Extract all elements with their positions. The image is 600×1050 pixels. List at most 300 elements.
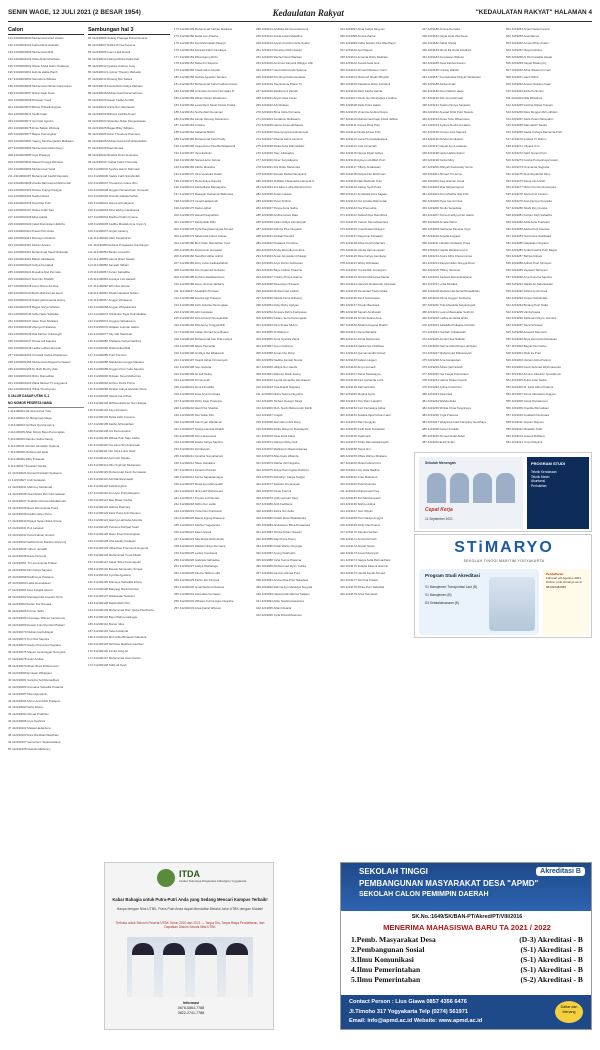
list-item: 117 412190062 Wih Nosi Harnai: [88, 284, 130, 289]
itda-phone-2: 0822-2741-7788: [177, 1011, 205, 1015]
list-item: 319 4219072 Mahkamzi Maula Arkanaa: [256, 447, 307, 452]
list-item: 239 24019000158 M. Rafy Muchy Zaki: [8, 366, 58, 371]
list-item: 501 4219254 Anjani Nesia Fareza: [506, 27, 550, 31]
list-item: 453 4219206 Sirullu Setiadista: [422, 206, 462, 211]
list-item: 41 412190083 Anmaasa Sebadila Pratama: [8, 684, 64, 689]
list-item: 146 412190118 Zahida Aghira: [88, 483, 127, 488]
list-item: 99 412190033 Yudhar Fathir Pamusila: [88, 160, 138, 165]
list-item: 212 412190188 Hendra Ajji Prasetyo: [174, 295, 222, 300]
list-item: 334 4219087 Ayong Kidahudin: [256, 550, 296, 555]
list-item: 39 412190080 Ernawar Wibjarjani: [8, 670, 52, 675]
list-item: 228 24019000130 Burhi Muhammad Fauzi: [8, 290, 63, 295]
list-item: 185 412190161 Nuzfa Zakl Dumaman: [174, 109, 223, 114]
list-item: 558 4219311 Sopran Mulyoro: [506, 419, 544, 424]
list-item: 515 4219268 Rak Hafizh Sanita: [506, 123, 547, 128]
list-item: 196 412190172 Fatihudkirta Damagutria: [174, 185, 226, 190]
list-item: 91 412190022 Fikria Nur Hamrawati: [88, 104, 135, 109]
list-item: 397 4219150 Mughui Ayuni: [340, 392, 375, 397]
list-item: 308 4219061 Milia Ayi Dwiki Asang: [256, 371, 301, 376]
apmd-email: Email: info@apmd.ac.id Website: www.apmd.ac.id: [349, 1018, 483, 1025]
list-item: 508 4219261 Hanif Wiloh: [506, 75, 539, 80]
section-title-calon: Calon: [8, 26, 84, 35]
list-item: 472 4219225 Arimbi Nisa Nafisah: [422, 337, 465, 342]
list-item: 103 412190038 Anggun Pamaruhaan Jumanan: [88, 187, 149, 192]
apmd-accreditation-badge: Akreditasi B: [536, 867, 585, 876]
list-item: 114 412190056 Sanealir Silbiari: [88, 263, 129, 268]
list-item: 560 4219313 Jessica Bolfiana: [506, 433, 545, 438]
list-item: 403 4219156 Syahmadi: [340, 433, 371, 438]
list-item: 134 412190100 Mifhianulrahman Nur Hidayat: [88, 401, 147, 406]
list-item: 214 24019000104 Nadia Fitriani: [8, 194, 50, 199]
list-item: 307 4219060 Hilqiya Nur Hanifa: [256, 364, 297, 369]
list-item: 130 412190092 Rubaan Nova Mulherinia: [88, 373, 141, 378]
list-item: 412 4219165 Zuli Mardotuyasih: [340, 495, 381, 500]
apmd-line-1: SEKOLAH TINGGI: [359, 867, 428, 876]
list-item: 220 412190196 Andhiya Iba Wijaksanti: [174, 350, 224, 355]
list-item: 155 412190129 Ullha Dian Pramunuh Hugenia: [88, 545, 148, 550]
list-item: 417 4219170 Saputra Farhan: [340, 530, 378, 535]
list-item: 402 4219155 Fadli Rizki Kuritawati: [340, 426, 385, 431]
list-item: 400 4219153 Sutalsa Iqbal Ichsan Hadi: [340, 412, 391, 417]
list-item: 267 4219020 Rasika Ami Zamah: [256, 89, 298, 94]
list-item: 216 24019000107 Ratna Indah Sari: [8, 208, 54, 213]
list-item: 190 412190166 Jaqueolnne Priscilla Widjanardi: [174, 144, 236, 149]
list-item: 480 4219233 Kasmilwa: [422, 392, 453, 397]
ad-itda: [104, 862, 274, 1030]
list-item: 353 4219106 Riezi Fatiha Hanifa: [340, 89, 383, 94]
list-item: 237 412190213 Kinanthi Purwita: [174, 468, 216, 472]
apmd-program: 2.Pembangunan Sosial (S-1) Akreditasi - B: [351, 945, 583, 954]
list-item: 211 412190187 Aquafitirbi Nurwani: [174, 288, 219, 293]
list-item: 207 24019000083 Muhammad Abdul Hayyi: [8, 146, 64, 151]
list-item: 306 4219059 Nadiba Zamiah Novita: [256, 357, 303, 362]
list-item: 234 24019000139 Dila Fatima Yuliamegih: [8, 332, 62, 337]
list-item: 538 4219291 Nabila Ari Sahvasadan: [506, 281, 553, 286]
list-item: 413 4219166 Wahyu Aditya: [340, 502, 376, 507]
list-item: 290 4219043 Arsita Rismulkynorrahra: [256, 247, 305, 252]
apmd-sk: SK.No.:1649/SK/BAN-PT/Akred/PT/VIII/2016: [411, 914, 523, 920]
list-item: 461 4219214 Rasyid Nidus Sheyga Dewi: [422, 261, 475, 266]
list-item: 448 4219201 Ahmad Tri Utomo: [422, 171, 463, 176]
list-item: 208 24019000085 Arya Prasetya: [8, 153, 51, 158]
list-item: 241 24019000163 Zakia Meisan Tri Anggraeni: [8, 380, 68, 385]
apmd-daftar-badge: Daftar dan Menang: [555, 1001, 583, 1023]
list-item: 1 412190001 Dimaza Annas Tulis: [8, 409, 52, 414]
itda-text: Hanya dengan Nilai UTBK, Putra-Putri Anda dapat Mendaftar Melalui Jalur UTBK dengan Mudah!: [116, 907, 264, 911]
list-item: 391 4219144 Qomannandhi Nurrah: [340, 350, 386, 355]
list-item: 323 4219076 Rahadiyn Cahya Tarigwi: [256, 474, 305, 479]
list-item: 456 4219209 Nathaniel Pandyia Yoga: [422, 226, 471, 231]
list-item: 92 412190023 Bilhana Lashlia Amani: [88, 111, 136, 116]
list-item: 222 412190198 Ivan Saputra: [174, 364, 212, 369]
list-item: 5 412190009 Damiko Safira Nandy: [8, 436, 53, 441]
list-item: 345 4219098 Annisa Zahira: [340, 33, 376, 38]
list-item: 107 412190044 Rasihud Fathir Kyama: [88, 215, 138, 220]
list-item: 502 4219255 Anandanina: [506, 33, 539, 38]
list-item: 286 4219039 Fatimi Aditya Firmansyah: [256, 219, 307, 224]
list-item: 197 412190173 Masagat Nurhamat Waharsas: [174, 192, 234, 197]
list-item: 418 4219171 Anisa Rohmah: [340, 536, 377, 541]
list-item: 23 412190051 Tri Lesi Ananda Pratiwi: [8, 560, 57, 565]
list-item: 486 4219239 Ahmad Afnab Akbar: [422, 433, 466, 438]
list-item: 550 4219303 Fauzi Akhmad Wijtrimasusita: [506, 364, 561, 369]
list-item: 291 4219044 Aman Atmasdam Khitaqiy: [256, 254, 307, 259]
list-item: 205 24019000077 Bagas Pamungkas: [8, 132, 57, 137]
stimaryo-photo: [489, 577, 535, 631]
list-item: 32 412190069 Desain Fuiu Romrita Phaliani: [8, 622, 65, 627]
list-item: 158 412190132 Benedi Samanahy Sirngar: [88, 566, 143, 571]
list-item: 368 4219121 Annabella Azra Sajeda: [340, 192, 387, 197]
list-item: 173 412190149 Muhammad Farhan Maulana: [174, 27, 233, 31]
list-item: 152 412190125 Pertama Ruhiyah Suah: [88, 525, 139, 530]
list-item: 16 412190039 Hadlli Lutfiyn Putra: [8, 512, 52, 517]
list-item: 122 412190074 Anggrep Wicakanmu: [88, 318, 136, 323]
list-item: 394 4219147 Rainu Mustaqiyya: [340, 371, 381, 376]
list-item: 209 24019000092 Mawai Pranggi Windsen: [8, 160, 64, 165]
list-item: 331 4219084 Shinta Frihan Nuraeni: [256, 530, 302, 535]
list-item: 423 4219176 Hanifa Kayah Ahmad: [340, 571, 385, 576]
list-item: 433 4219186 Lintang Wahidi: [422, 68, 459, 73]
list-item: 342 4219095 Alfian Ristarik: [256, 605, 292, 610]
list-item: 288 4219041 Rizkiaji Prandini: [256, 233, 295, 238]
apmd-header: [341, 863, 592, 911]
list-item: 451 4219204 Putri Misiliha Qila Putri: [422, 192, 469, 197]
list-item: 536 4219289 Vayasari Tanisyani: [506, 268, 548, 273]
list-item: 259 4219012 Kubla Lokari Majahhur: [256, 33, 303, 38]
list-item: 227 24019000128 Anna Shima Ad Mira: [8, 284, 59, 289]
list-item: 509 4219262 Anwari Solsanu Fajar: [506, 82, 551, 87]
list-item: 225 24019000121 Rosalina Dwi Permata: [8, 270, 61, 275]
list-item: 518 4219271 Ufiyatul Izza: [506, 144, 540, 149]
list-item: 549 4219302 Hisrian Adiza Paulum: [506, 357, 552, 362]
list-item: 261 4219014 Khusdiyu Rizki Aswari: [256, 47, 302, 52]
list-item: 45 412190094 Ahmad Pradhlan: [8, 712, 49, 717]
list-item: 222 24019000116 Muhammad Saudi Wulandip: [8, 249, 69, 254]
list-item: 30 412190065 Firman Seftu: [8, 608, 44, 613]
list-item: 233 412190209 Fidela Cahya Saphira: [174, 440, 223, 445]
list-item: 176 412190152 Esnirald Fahri Candraya: [174, 47, 227, 52]
list-item: 24 412190052 Dhi Cahya Saputra: [8, 567, 52, 572]
list-item: 265 4219018 Khorlinya Paleruandawa: [256, 75, 306, 80]
list-item: 481 4219234 Wahda Abita: [422, 399, 456, 404]
list-item: 384 4219137 Khaulu Bavarara: [340, 302, 380, 307]
list-item: 248 412190224 Waldari Hidya Permana: [174, 543, 226, 548]
list-item: 446 4219199 Faizal Miny: [422, 157, 455, 162]
list-item: 93 412190024 Shandan Akbar Pangestiawan: [88, 118, 147, 123]
list-item: 96 412190028 Muhammad Annif Hidayatullah: [88, 139, 147, 144]
list-item: 215 24019000105 Dewi Dwi Putri: [8, 201, 51, 206]
list-item: 530 4219283 Adelia Putri Fauziaa: [506, 226, 550, 231]
list-item: 525 4219278 Silvia Amri Fazarni: [506, 192, 548, 197]
list-item: 477 4219230 Nur Faujia Pramintanti: [422, 371, 469, 376]
list-item: 148 412190121 Bau Miwar Gudha: [88, 497, 133, 502]
list-item: 199 412190175 Raden Ajhaz: [174, 206, 212, 211]
list-item: 376 4219129 Hanifa Herminnawati: [340, 247, 385, 252]
list-item: 474 4219227 Muhammad Ridwanayah: [422, 350, 472, 355]
list-item: 229 412190205 Dwi Sekar Rini: [174, 412, 214, 417]
list-item: 221 412190197 Taupik Akbar Firmansyah: [174, 357, 228, 362]
column-5-list: [340, 26, 418, 598]
list-item: 165 412190140 Bayu Wahyumalingga: [88, 614, 137, 619]
list-item: 539 4219292 Fahira Ayudi Arani: [506, 288, 548, 293]
list-item: 483 4219236 Yoga Pratama: [422, 412, 458, 417]
list-item: 541 4219294 Bintang Putri Nafia: [506, 302, 548, 307]
list-item: 29 412190063 Defan Nur Ramadi: [8, 602, 52, 607]
list-item: 285 4219038 Andhia Isnani Raia: [256, 213, 298, 218]
list-item: 232 412190208 Fikri Laksamana: [174, 433, 217, 438]
list-item: 207 412190183 Anky Lubis Fadlukahabuh: [174, 261, 229, 266]
column-2-list: [88, 35, 170, 669]
list-item: 512 4219265 Fatchar Dikwa Tsavani: [506, 102, 553, 107]
list-item: 20 412190043 Nabila Nurin Manhun Daryung: [8, 540, 67, 545]
list-item: 294 4219047 Cristino Prisya Sukma: [256, 275, 303, 280]
list-item: 440 4219193 Anisa Tuhu Wibamoaro: [422, 116, 470, 121]
list-item: 510 4219263 Erlda Purtinrani: [506, 89, 544, 94]
list-item: 219 24019000111 Prasel Putri Aulia: [8, 228, 54, 233]
cadet-figure: [226, 943, 248, 997]
list-item: 168 412190144 Muh Alfan Bimawan Maulana: [88, 635, 147, 640]
list-item: 343 4219096 Syifa Riza Rizkasmeri: [256, 612, 302, 617]
column-4-list: [256, 26, 336, 619]
list-item: 458 4219211 Hardian Setiawan Putra: [422, 240, 470, 245]
list-item: 395 4219148 Fairi Aprilanda Luthi: [340, 378, 384, 383]
list-item: 183 412190159 Wikam Rieky Wicaksono: [174, 95, 227, 100]
list-item: 503 4219256 Annas Rizky Ardani: [506, 40, 549, 45]
column-1-list: [8, 35, 84, 393]
list-item: 455 4219208 Amalia Zahra: [422, 219, 457, 224]
list-item: 101 412190036 Sadira Fatih Syirahinfah: [88, 173, 140, 178]
itda-logo-icon: [157, 869, 175, 887]
list-item: 283 4219036 Puteri Driltinn: [256, 199, 292, 204]
cadet-figure: [195, 943, 217, 997]
ad-apmd: [340, 862, 592, 1030]
subsection-title: 5 JALUR DASAR UTBK S-1: [8, 394, 50, 399]
list-item: 138 412190106 Aril Putra Arasha: [88, 428, 131, 433]
list-item: 43 412190091 Mmur Amnitukhi Putiapun: [8, 698, 61, 703]
list-item: 351 4219104 Mahmud Shalih Rifuddin: [340, 75, 390, 80]
list-item: 459 4219212 Hanifa Wicaksonovna: [422, 247, 468, 252]
list-item: 3 412190004 Nuzfiani Qumha Ajm'a: [8, 422, 55, 427]
list-item: 195 412190171 Reza Zzaya Saputra: [174, 178, 222, 183]
list-item: 416 4219169 Rizky Rachmanis: [340, 523, 381, 528]
list-item: 151 412190124 Hanzya Hafizaha Adamila: [88, 518, 142, 523]
list-item: 468 4219221 Leona Mawisadar Sekhmir: [422, 309, 474, 314]
list-item: 206 24019000081 Yajeng Sambia Qadira Mulkaam: [8, 139, 74, 144]
apmd-line-2: PEMBANGUNAN MASYARAKAT DESA "APMD": [359, 879, 539, 888]
list-item: 545 4219298 Asmatul Daurotud: [506, 330, 547, 335]
list-item: 367 4219120 Gilang Syah Putra: [340, 185, 382, 190]
list-item: 447 4219200 Alfiriyah Fachsidely Sernu: [422, 164, 473, 169]
column-2: [88, 26, 170, 856]
list-item: 210 24019000094 Muhammad Yazid: [8, 166, 56, 171]
list-item: 231 412190207 Audiya Hamida Dhakki: [174, 426, 224, 431]
list-item: 26 412190060 Ladla Desrakasari: [8, 581, 51, 586]
list-item: 119 412190067 Anggar Wicakamu: [88, 297, 133, 302]
list-item: 94 412190025 Bagas Bilsy Wibjarto: [88, 125, 134, 130]
list-item: 471 4219224 Nurdiah Yulialawathi: [422, 330, 466, 335]
list-item: 226 24019000127 Dwii Nur Khafidh: [8, 277, 54, 282]
itda-contact: [151, 1001, 231, 1016]
list-item: 34 412190071 Dvri Dwi Saputra: [8, 636, 49, 641]
list-item: 31 412190066 Chentagu Wilmen Kerukurwa: [8, 615, 65, 620]
ad-school: [414, 452, 592, 532]
list-item: 333 4219086 Fidah Wahyu Sriyogta: [256, 543, 303, 548]
list-item: 544 4219297 Reza Sinnaisa: [506, 323, 543, 328]
list-item: 438 4219191 Syahrul Surya Sanjiwan: [422, 102, 471, 107]
list-item: 48 412190103 Dani Ria Bakti Wardhani: [8, 732, 59, 737]
list-item: 326 4219079 Qolbi Apriyah Tapiy: [256, 495, 299, 500]
list-item: 197 24019000063 Samudera Wibasa: [8, 77, 56, 82]
list-item: 476 4219229 Adisa Qarri'aduah: [422, 364, 463, 369]
school-caption: Cepat Kerja: [425, 507, 453, 513]
list-item: 466 4219219 Dinna Anggun Sushama: [422, 295, 471, 300]
list-item: 206 412190182 Nandhini Akbar Adinin: [174, 254, 224, 259]
cadet-figure: [163, 943, 185, 997]
list-item: 380 4219133 Shinha Mohamad Marlia: [340, 275, 390, 280]
list-item: 482 4219235 Mirilda Chua Tangrinaya: [422, 405, 471, 410]
list-item: 232 24019000137 Islam Iham Mulkiara: [8, 318, 58, 323]
list-item: 298 4219051 Roby Rizky Aprlyan: [256, 302, 299, 307]
list-item: 226 412190202 Duta Arya Kumbara: [174, 392, 221, 397]
list-item: 274 4219027 Dhama Helmi Lamurid: [256, 137, 303, 142]
column-3: [174, 26, 252, 856]
list-item: 504 4219257 Maya Faziana: [506, 47, 542, 52]
list-item: 200 412190176 Hanat Panghafistu: [174, 213, 219, 218]
list-item: 375 4219128 Dhita Nursih Marcara: [340, 240, 385, 245]
list-item: 547 4219300 Bagus Dwi Cahyo: [506, 343, 547, 348]
list-item: 292 4219045 Anyo Zulnin Febrianau: [256, 261, 303, 266]
list-item: 82 412190007 Rafica Prima Kusuma: [88, 42, 136, 47]
list-item: 379 4219132 Yuyata Elin Arinasyam: [340, 268, 387, 273]
list-item: 11 412190027 Andi Setiawan: [8, 478, 46, 483]
stimaryo-box-title: Program Studi Akreditasi: [425, 573, 480, 578]
list-item: 256 412190232 Wibawu Kurnia Agus Nugraha: [174, 598, 234, 603]
list-item: 147 412190119 Idu Hyon Pohuddayanto: [88, 490, 140, 495]
list-item: 143 412190114 Dihu Syahrah Mubarwan: [88, 463, 141, 468]
list-item: 445 4219198 Heda Hafiza Sipiroi: [422, 151, 465, 156]
list-item: 120 412190068 Anggar Widyakamiza: [88, 304, 137, 309]
list-item: 487 4219240 Eradi Sofan: [422, 440, 455, 445]
list-item: 258 4219101 Andhika Adi Kusmadununa: [256, 27, 309, 31]
apmd-program-list: [351, 935, 583, 985]
list-item: 35 412190073 Nadyn Pramutya Nugraha: [8, 643, 61, 648]
list-item: 325 4219078 Rindo Kamrul: [256, 488, 292, 493]
list-item: 426 4219179 Arisa Sanjuwati: [340, 592, 378, 597]
list-item: 247 412190223 Sifa Mulya Rahmanika: [174, 536, 224, 541]
school-program-title: PROGRAM STUDI: [531, 461, 565, 466]
list-item: 7 412190006 Muhammad Iqbal: [8, 450, 49, 455]
list-item: 112 412190053 Bavan Lamanifu: [88, 249, 130, 254]
list-item: 229 24019000133 Nabil Qahtomanda Hanny: [8, 297, 66, 302]
list-item: 310 4219063 Tirta Rajidil Nugraha: [256, 385, 300, 390]
list-item: 339 4219092 Rahma Ayu Maulidya Sugyala: [256, 585, 313, 590]
list-item: 230 24019000135 Bagas Surya Wibowo: [8, 304, 60, 309]
list-item: 322 4219075 Alibya Pamungkas Rahitnin: [256, 468, 309, 472]
list-item: 330 4219083 Abdulasem Bima Dewantara: [256, 523, 311, 528]
list-item: 200 24019000068 Dhiswan Yusuf: [8, 98, 52, 103]
list-item: 236 24019000148 Ladlia Lutfisul Dimiyati: [8, 346, 61, 351]
list-item: 27 412190061 Desi Futqilla Hamid: [8, 588, 53, 593]
list-item: 159 412190134 Cynthia Agustina: [88, 573, 131, 578]
list-item: 302 4219055 Ri Wahyuni: [256, 330, 289, 335]
list-item: 102 412190037 Theodorus Grace Ilhin: [88, 180, 138, 185]
list-item: 194 412190170 Vina Vereluasi Hatah: [174, 171, 222, 176]
school-ad-main: [419, 457, 523, 529]
list-item: 273 4219026 Dela Ayugnita Andriansyah: [256, 130, 309, 135]
list-item: 240 412190216 Iftira Latif Muhammed: [174, 488, 223, 493]
list-item: 202 412190178 Syifa Panghasunayaa Ahmad: [174, 226, 233, 231]
stimaryo-registration: [543, 569, 589, 635]
list-item: 519 4219272 Nafiz Nurani Putri: [506, 151, 547, 156]
school-program: Perhotelan: [531, 483, 547, 488]
list-item: 293 4219046 Bayu Ardhan Pratama: [256, 268, 302, 273]
list-item: 398 4219151 Prio Ilham Hanafiri: [340, 399, 382, 404]
list-item: 181 412190157 Muhammad Fahri Fadhurrohman: [174, 82, 238, 87]
list-item: 349 4219102 Jamali Aulia Isna: [340, 61, 380, 66]
list-item: 142 412190112 Aefi Indri Nayala: [88, 456, 130, 461]
list-item: 363 4219116 Ayleyen Abdillah Putri: [340, 157, 386, 162]
list-item: 40 412190081 Saniyha Sufi Ramadhani: [8, 677, 60, 682]
list-item: 127 412190085 Putri Tria Suri: [88, 352, 127, 357]
column-7-list: [506, 26, 592, 446]
list-item: 188 412190164 Sakarrak Bahtir: [174, 130, 215, 135]
list-item: 37 412190078 Andu Andisa: [8, 657, 44, 662]
list-item: 182 412190158 Jonnadus Kendra Nurmalad D.: [174, 89, 235, 94]
list-item: 124 412190077 Sky sifa Satarinah: [88, 332, 133, 337]
list-item: 520 4219273 Feisha Purnanhaya Isnaini: [506, 157, 558, 162]
list-item: 287 4219040 Rahma Pina Nugraha: [256, 226, 302, 231]
apmd-menerima: MENERIMA MAHASISWA BARU TA 2021 / 2022: [383, 923, 551, 932]
list-item: 189 412190165 Muhammad Farid Fadly: [174, 137, 226, 142]
list-item: 192 24019000102 Fai'ka Ribut Hasbiah: [8, 42, 59, 47]
list-item: 245 412190221 Fakhrul Yogananda: [174, 523, 220, 528]
list-item: 404 4219157 Rizka Darmawatiningsih: [340, 440, 389, 445]
list-item: 427 4219180 Annisa Nurnaila: [422, 27, 460, 31]
list-item: 511 4219264 Dilla Widodora: [506, 95, 543, 100]
list-item: 540 4219293 Puspa Nurbandilla: [506, 295, 548, 300]
list-item: 318 4219071 Rahayu Rizky Ardi: [256, 440, 298, 445]
list-item: 355 4219108 Dellu Putra Hakim: [340, 102, 381, 107]
list-item: 373 4219126 Linanbrasari Mulyani: [340, 226, 385, 231]
column-6: [422, 26, 502, 446]
list-item: 553 4219306 M. Farid Akbu Pratama: [506, 385, 554, 390]
list-item: 507 4219260 Aftral Wisana Furnari: [506, 68, 551, 73]
list-item: 534 4219287 Bahiya Fitriani: [506, 254, 542, 259]
list-item: 428 4219181 Nayla Atyla Wisi Dewi: [422, 33, 468, 38]
list-item: 531 4219284 Nurinnissa Sirdillatasi: [506, 233, 552, 238]
list-item: 260 4219013 Asyah Anushiro Azila Syafril: [256, 40, 310, 45]
list-item: 340 4219093 Hiawa Fatik Rahma Tadjami: [256, 592, 310, 597]
list-item: 405 4219158 Tasya Ilmi: [340, 447, 371, 452]
list-item: 38 412190079 Rhamdhani Rizkia Fauzi: [8, 664, 59, 669]
list-item: 191 24019000040 Muhammad Arief Husein: [8, 36, 64, 40]
list-item: 421 4219174 Nadya Aulia Rahmadhani: [340, 557, 391, 562]
list-item: 145 412190116 Adil Mantlanmaqah: [88, 477, 134, 481]
list-item: 338 4219091 Ancha Afaa Putri Naradewi: [256, 578, 309, 583]
list-item: 105 412190041 Hanna Arimadyana: [88, 201, 134, 206]
list-item: 435 4219188 Aditya Amali: [422, 82, 456, 87]
list-item: 214 412190190 Adit Gunawan: [174, 309, 213, 314]
list-item: 255 412190231 Hisra Eka Gunawan: [174, 592, 221, 597]
list-item: 312 4219065 Shihani Desayn Niragi: [256, 399, 303, 404]
list-item: 347 4219100 Arel Mauria: [340, 47, 373, 52]
list-item: 303 4219056 Anna Syamila Zanik: [256, 337, 300, 342]
list-item: 444 4219197 Hayah Ayu Lestiasari: [422, 144, 467, 149]
list-item: 203 24019000072 Qori Dwi Agustin: [8, 118, 54, 123]
list-item: 47 412190102 Maiwa Hadiantoro: [8, 726, 51, 731]
list-item: 257 412190233 Azaa Faizal Wibowo: [174, 605, 221, 610]
list-item: 193 412190169 Fatihu Mustaha: [174, 164, 215, 169]
